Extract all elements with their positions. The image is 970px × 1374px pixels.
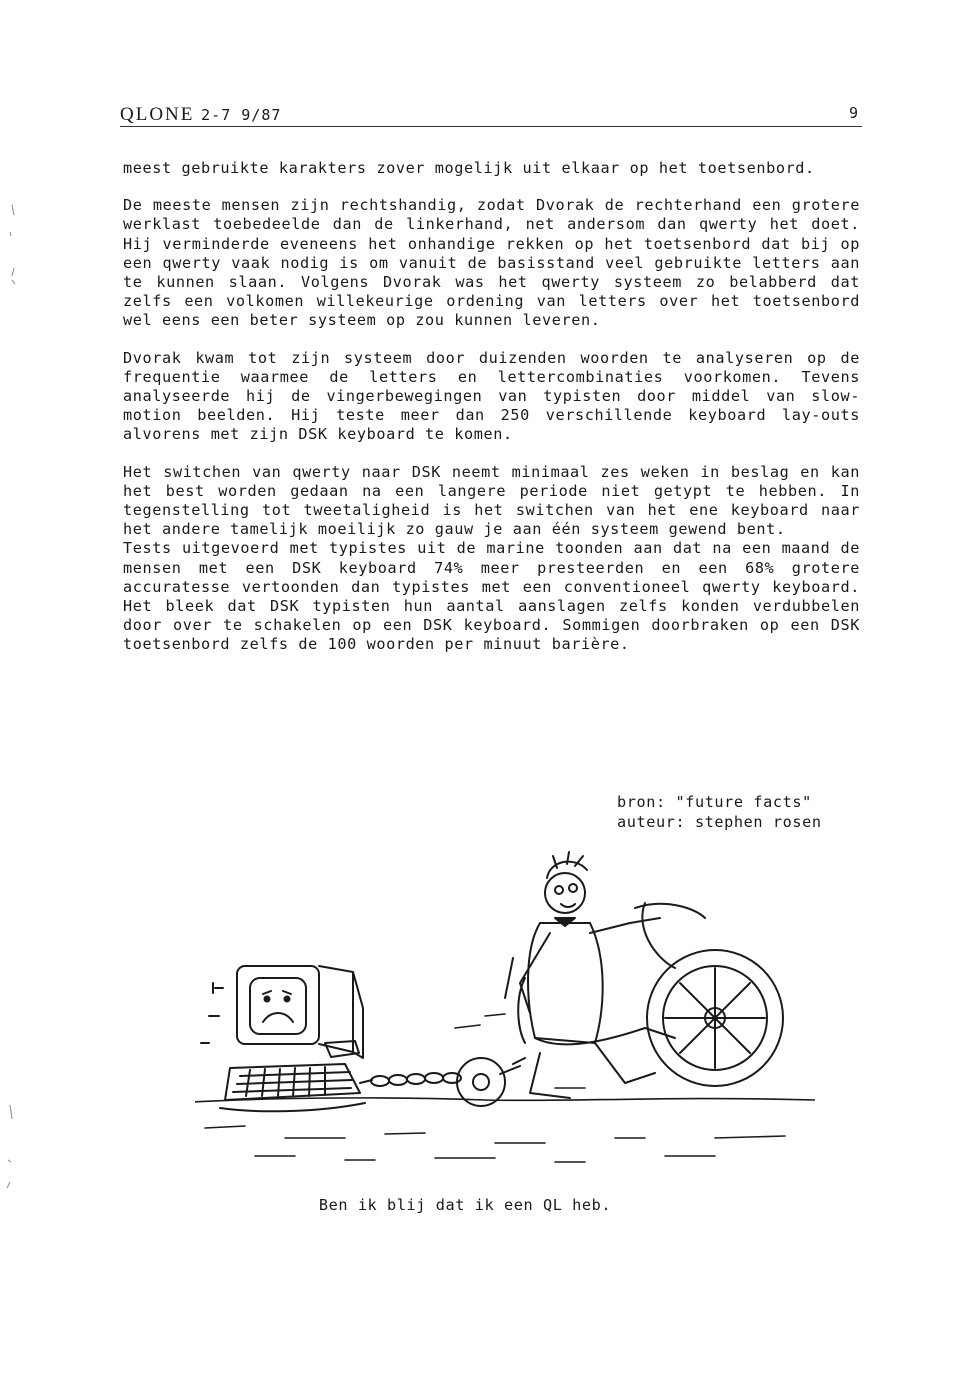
paragraph: Het switchen van qwerty naar DSK neemt minimaal zes weken in beslag en kan het best worden gedaan na een langere periode niet getypt te hebben. In tegenstelling tot tweetaligheid is het switchen van het ene keyboard naar het andere tamelijk moeilijk zo gauw je aan één systeem gewend bent.: [123, 462, 860, 539]
article-body: [123, 159, 860, 673]
man-on-tricycle-icon: [505, 852, 783, 1098]
magazine-title: QLONE 2-7 9/87: [120, 104, 282, 125]
author-line: auteur: stephen rosen: [617, 813, 822, 831]
paragraph: meest gebruikte karakters zover mogelijk uit elkaar op het toetsenbord.: [123, 159, 815, 177]
page-header: [120, 102, 862, 127]
source-credit: [617, 792, 822, 832]
source-line: bron: "future facts": [617, 793, 812, 811]
paragraph: Tests uitgevoerd met typistes uit de marine toonden aan dat na een maand de mensen met een DSK keyboard 74% meer presteerden en een 68% grotere accuratesse vertoonden dan typistes met een conventioneel qwerty keyboard. Het bleek dat DSK typisten hun aantal aanslagen zelfs konden verdubbelen door over te schakelen op een DSK keyboard. Sommigen doorbraken op een DSK toetsenbord zelfs de 100 woorden per minuut barière.: [123, 539, 860, 654]
sad-computer-icon: [201, 966, 365, 1111]
page-number: 9: [848, 104, 858, 122]
paragraph: Dvorak kwam tot zijn systeem door duizenden woorden te analyseren op de frequentie waarmee de letters en lettercombinaties voorkomen. Tevens analyseerde hij de vingerbewegingen van typisten door middel van slow-motion beelden. Hij teste meer dan 250 verschillende keyboard lay-outs alvorens met zijn DSK keyboard te komen.: [123, 348, 860, 444]
scan-specks: [0, 0, 40, 1374]
paragraph: De meeste mensen zijn rechtshandig, zodat Dvorak de rechterhand een grotere werklast toebedeelde dan de linkerhand, net andersom dan qwerty het doet. Hij verminderde eveneens het onhandige rekken op het toetsenbord dat bij op een qwerty vaak nodig is om vanuit de basisstand veel gebruikte letters aan te kunnen slaan. Volgens Dvorak was het qwerty systeem zo belabberd dat zelfs een volkomen willekeurige ordening van letters over het toetsenbord wel eens een beter systeem op zou kunnen leveren.: [123, 196, 860, 330]
cartoon-caption: Ben ik blij dat ik een QL heb.: [318, 1196, 612, 1214]
cartoon-illustration: [195, 838, 815, 1178]
edition-date: 2-7 9/87: [201, 106, 282, 124]
